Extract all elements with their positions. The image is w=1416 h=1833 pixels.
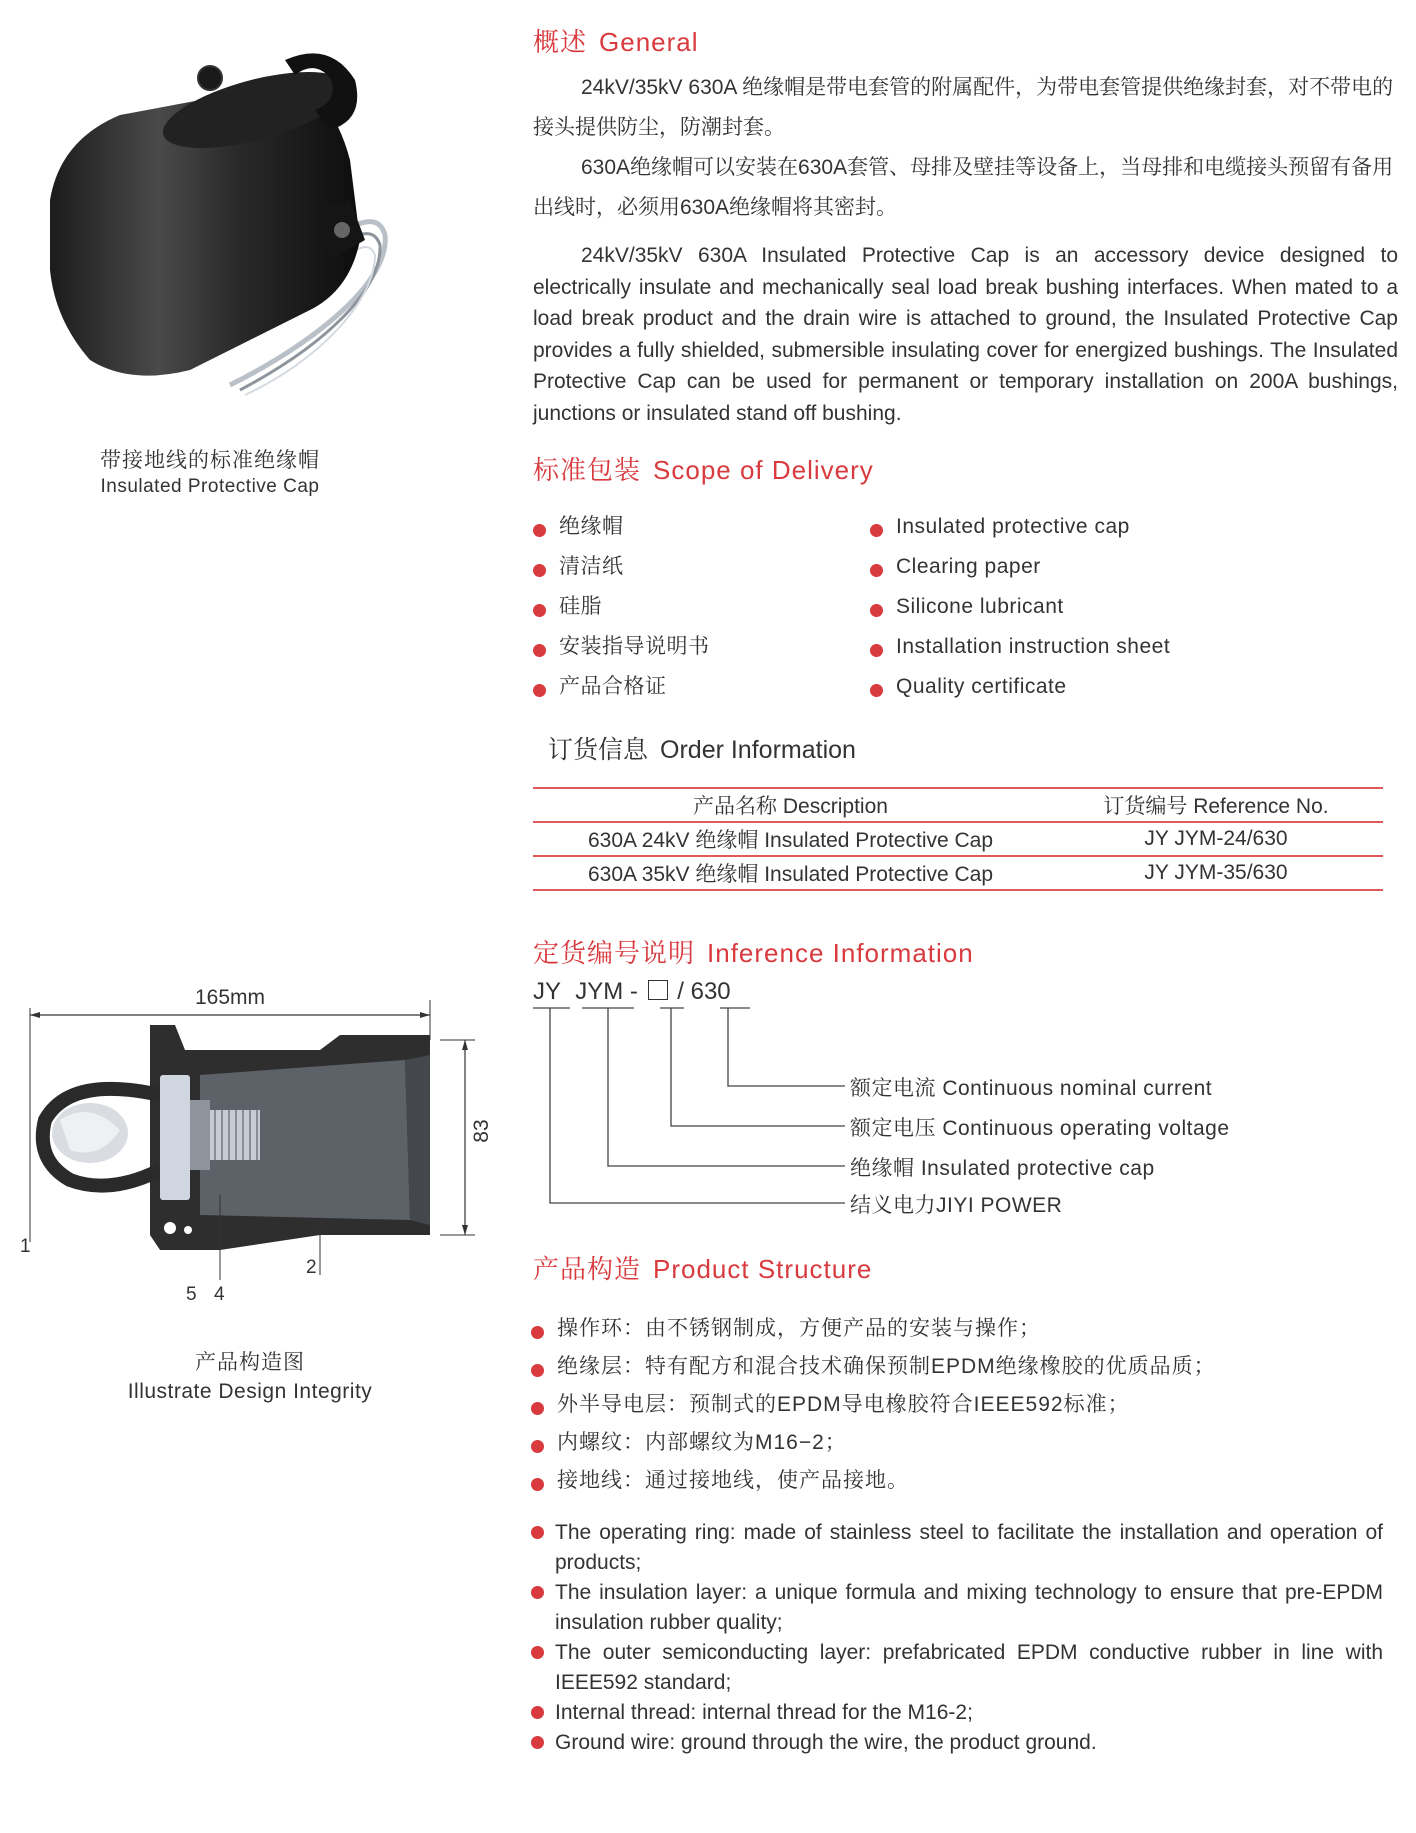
diagram-caption-zh: 产品构造图: [195, 1351, 305, 1374]
code-part-product: JYM: [575, 978, 624, 1005]
general-title-en: General: [599, 27, 699, 57]
general-para-en: 24kV/35kV 630A Insulated Protective Cap is an accessory device designed to electrically insulate and mechanically seal load break bushing interfaces. When mated to a load break product and the drain wire is attached to ground, the Insulated Protective Cap provides a fully shielded, submersible insulating cover for energized bushings. The Insulated Protective Cap can be used for permanent or temporary installation on 200A bushings, junctions or insulated stand off bushing.: [533, 244, 1398, 425]
general-para-zh-2: 630A绝缘帽可以安装在630A套管、母排及壁挂等设备上，当母排和电缆接头预留有备用出线时，必须用630A绝缘帽将其密封。: [533, 156, 1394, 219]
structure-item-en: Ground wire: ground through the wire, the product ground.: [531, 1728, 1383, 1758]
inference-title-en: Inference Information: [707, 938, 974, 968]
callout-2: 2: [306, 1257, 317, 1278]
structure-item-zh: 外半导电层：预制式的EPDM导电橡胶符合IEEE592标准；: [531, 1392, 1216, 1430]
code-voltage-box: [648, 980, 668, 1000]
height-dimension-label: 83: [470, 1119, 493, 1143]
scope-item-en: Installation instruction sheet: [870, 634, 1170, 674]
structure-item-zh: 绝缘层：特有配方和混合技术确保预制EPDM绝缘橡胶的优质品质；: [531, 1354, 1216, 1392]
scope-title-zh: 标准包装: [533, 455, 642, 485]
structure-item-en: The operating ring: made of stainless steel to facilitate the installation and operation of products;: [531, 1518, 1383, 1578]
order-title-en: Order Information: [660, 736, 856, 764]
row-description: 630A 35kV 绝缘帽 Insulated Protective Cap: [533, 856, 1049, 890]
product-photo: [30, 40, 410, 410]
row-reference: JY JYM-24/630: [1144, 827, 1288, 850]
structure-title-en: Product Structure: [653, 1254, 873, 1284]
scope-item-zh: 清洁纸: [533, 554, 710, 594]
callout-5: 5: [186, 1284, 197, 1300]
inference-label-voltage: 额定电压 Continuous operating voltage: [850, 1117, 1230, 1140]
general-para-zh-1: 24kV/35kV 630A 绝缘帽是带电套管的附属配件，为带电套管提供绝缘封套，对不带电的接头提供防尘，防潮封套。: [533, 76, 1394, 139]
structure-list-zh: [531, 1316, 1216, 1506]
scope-item-en: Silicone lubricant: [870, 594, 1170, 634]
inference-lines: [530, 1005, 860, 1220]
structure-title-zh: 产品构造: [533, 1254, 642, 1284]
order-table-header: [533, 788, 1383, 822]
structure-title: [533, 1249, 872, 1286]
structure-item-zh: 内螺纹：内部螺纹为M16−2；: [531, 1430, 1216, 1468]
photo-caption-zh: 带接地线的标准绝缘帽: [100, 449, 320, 472]
table-row: [533, 822, 1383, 856]
inference-label-product: 绝缘帽 Insulated protective cap: [850, 1157, 1155, 1180]
photo-caption-en: Insulated Protective Cap: [100, 476, 320, 497]
structure-list-en: [531, 1518, 1383, 1758]
callout-1: 1: [20, 1236, 31, 1257]
inference-title-zh: 定货编号说明: [533, 938, 696, 968]
header-reference: 订货编号 Reference No.: [1103, 795, 1329, 818]
inference-code: [533, 978, 731, 1006]
scope-item-en: Clearing paper: [870, 554, 1170, 594]
structure-item-en: The insulation layer: a unique formula and mixing technology to ensure that pre-EPDM insulation rubber quality;: [531, 1578, 1383, 1638]
scope-item-zh: 产品合格证: [533, 674, 710, 714]
order-title-zh: 订货信息: [548, 736, 649, 764]
scope-item-en: Quality certificate: [870, 674, 1170, 714]
scope-list-en: [870, 514, 1170, 714]
header-description: 产品名称 Description: [533, 788, 1049, 822]
inference-label-company: 结义电力JIYI POWER: [850, 1194, 1063, 1217]
structure-item-zh: 接地线：通过接地线，使产品接地。: [531, 1468, 1216, 1506]
code-slash: /: [677, 978, 684, 1005]
width-dimension-label: 165mm: [194, 986, 266, 1009]
scope-list-zh: [533, 514, 710, 714]
scope-title-en: Scope of Delivery: [653, 455, 874, 485]
row-reference: JY JYM-35/630: [1144, 861, 1288, 884]
code-part-company: JY: [533, 978, 561, 1005]
structure-item-en: Internal thread: internal thread for the M16-2;: [531, 1698, 1383, 1728]
order-table: [533, 787, 1383, 891]
inference-label-current: 额定电流 Continuous nominal current: [850, 1077, 1213, 1100]
structure-diagram: [10, 980, 500, 1300]
general-title: [533, 22, 699, 59]
callout-4: 4: [214, 1284, 225, 1300]
scope-item-zh: 绝缘帽: [533, 514, 710, 554]
scope-title: [533, 450, 874, 487]
scope-item-en: Insulated protective cap: [870, 514, 1170, 554]
order-title: [548, 730, 856, 766]
row-description: 630A 24kV 绝缘帽 Insulated Protective Cap: [533, 822, 1049, 856]
structure-item-zh: 操作环：由不锈钢制成，方便产品的安装与操作；: [531, 1316, 1216, 1354]
general-title-zh: 概述: [533, 27, 588, 57]
structure-item-en: The outer semiconducting layer: prefabricated EPDM conductive rubber in line with IEEE592 standard;: [531, 1638, 1383, 1698]
table-row: [533, 856, 1383, 890]
scope-item-zh: 硅脂: [533, 594, 710, 634]
scope-item-zh: 安装指导说明书: [533, 634, 710, 674]
inference-title: [533, 933, 974, 970]
code-part-current: 630: [690, 978, 731, 1005]
diagram-caption-en: Illustrate Design Integrity: [127, 1380, 373, 1403]
code-dash: -: [629, 978, 638, 1005]
